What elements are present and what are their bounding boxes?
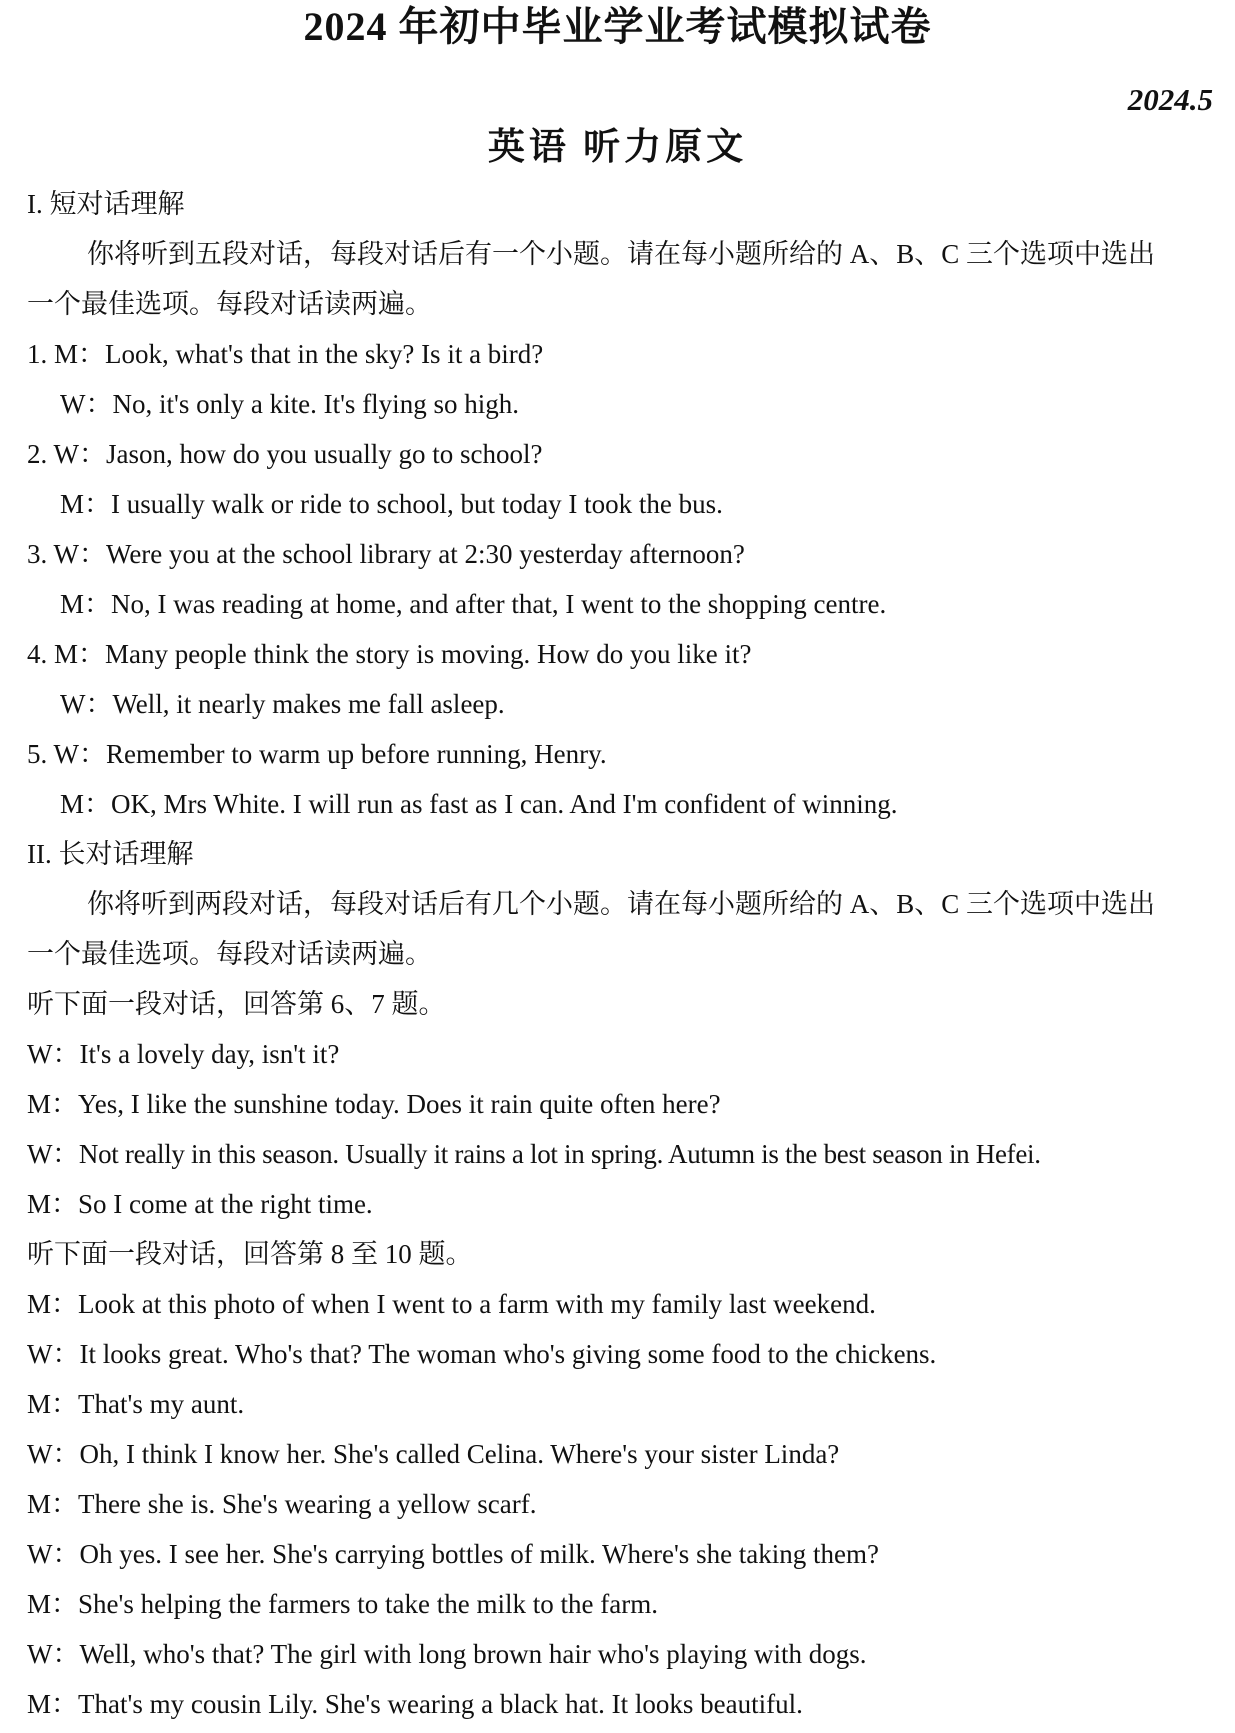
dialogue-line: 5. W：Remember to warm up before running, Henry. (27, 739, 607, 769)
section-instruction: 一个最佳选项。每段对话读两遍。 (27, 939, 432, 969)
section-heading: II. 长对话理解 (27, 839, 194, 869)
dialogue-line: M：So I come at the right time. (27, 1189, 373, 1219)
dialogue-line: W：It's a lovely day, isn't it? (27, 1039, 340, 1069)
dialogue-line: W：Not really in this season. Usually it rains a lot in spring. Autumn is the best season in Hefei. (27, 1139, 1041, 1169)
dialogue-line: W：Oh, I think I know her. She's called Celina. Where's your sister Linda? (27, 1439, 840, 1469)
document-subtitle: 英语 听力原文 (487, 127, 748, 168)
dialogue-line: M：Look at this photo of when I went to a farm with my family last weekend. (27, 1289, 876, 1319)
dialogue-line: M：There she is. She's wearing a yellow scarf. (27, 1489, 537, 1519)
section-instruction: 一个最佳选项。每段对话读两遍。 (27, 289, 432, 319)
section-instruction: 你将听到五段对话，每段对话后有一个小题。请在每小题所给的 A、B、C 三个选项中选出 (87, 239, 1156, 269)
dialogue-line: W：Well, who's that? The girl with long brown hair who's playing with dogs. (27, 1639, 867, 1669)
dialogue-line: W：Well, it nearly makes me fall asleep. (60, 689, 505, 719)
section-heading: I. 短对话理解 (27, 189, 185, 219)
part-intro: 听下面一段对话，回答第 8 至 10 题。 (27, 1239, 473, 1269)
dialogue-line: 3. W：Were you at the school library at 2:30 yesterday afternoon? (27, 539, 745, 569)
exam-date: 2024.5 (1127, 82, 1213, 117)
exam-title: 2024 年初中毕业学业考试模拟试卷 (303, 4, 932, 49)
dialogue-line: 4. M：Many people think the story is moving. How do you like it? (27, 639, 752, 669)
dialogue-line: M：Yes, I like the sunshine today. Does it rain quite often here? (27, 1089, 721, 1119)
section-instruction: 你将听到两段对话，每段对话后有几个小题。请在每小题所给的 A、B、C 三个选项中选出 (87, 889, 1156, 919)
dialogue-line: W：No, it's only a kite. It's flying so high. (60, 389, 519, 419)
dialogue-line: W：It looks great. Who's that? The woman who's giving some food to the chickens. (27, 1339, 937, 1369)
part-intro: 听下面一段对话，回答第 6、7 题。 (27, 989, 446, 1019)
dialogue-line: W：Oh yes. I see her. She's carrying bottles of milk. Where's she taking them? (27, 1539, 880, 1569)
dialogue-line: M：I usually walk or ride to school, but today I took the bus. (60, 489, 723, 519)
dialogue-line: M：No, I was reading at home, and after that, I went to the shopping centre. (60, 589, 887, 619)
dialogue-line: M：OK, Mrs White. I will run as fast as I can. And I'm confident of winning. (60, 789, 898, 819)
dialogue-line: M：That's my cousin Lily. She's wearing a black hat. It looks beautiful. (27, 1689, 803, 1719)
dialogue-line: 1. M：Look, what's that in the sky? Is it a bird? (27, 339, 544, 369)
dialogue-line: M：She's helping the farmers to take the milk to the farm. (27, 1589, 658, 1619)
dialogue-line: M：That's my aunt. (27, 1389, 245, 1419)
dialogue-line: 2. W：Jason, how do you usually go to school? (27, 439, 543, 469)
